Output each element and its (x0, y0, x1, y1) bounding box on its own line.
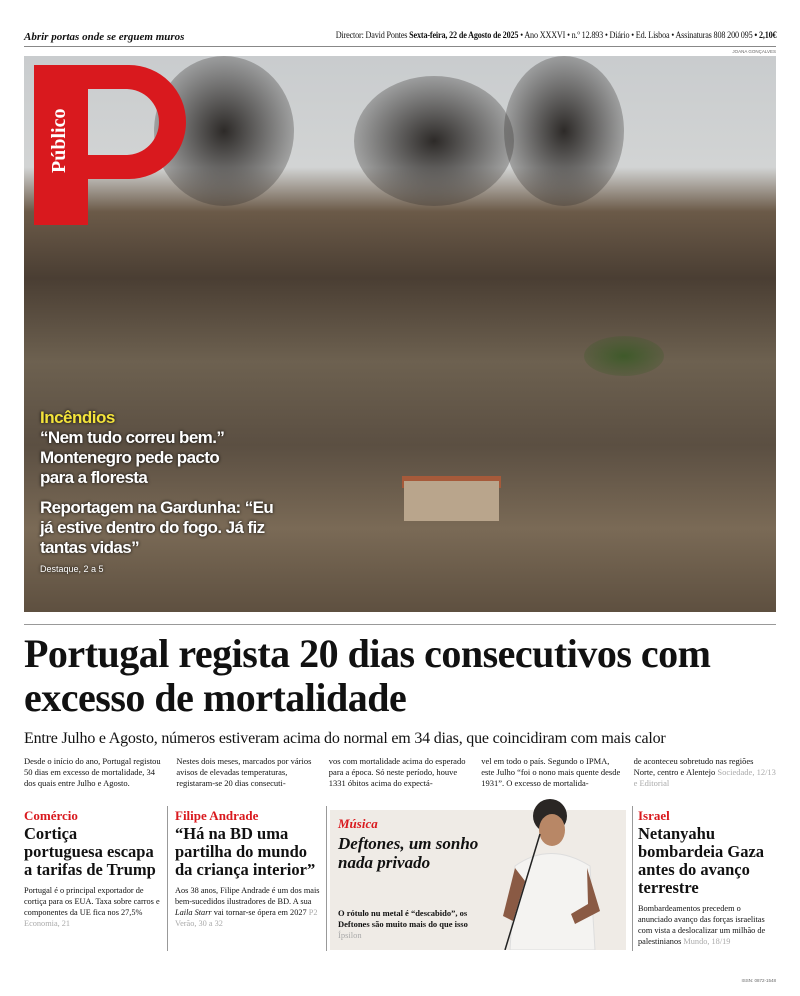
kicker: Incêndios (40, 408, 115, 427)
page-ref[interactable]: Mundo, 18/19 (683, 937, 731, 946)
lead-headline[interactable]: Portugal regista 20 dias consecutivos com excesso de mortalidade (24, 631, 711, 720)
secondary-stories (24, 806, 776, 966)
lead-column (634, 756, 776, 789)
publico-logo[interactable] (34, 65, 189, 225)
page-ref[interactable]: Economia, 21 (24, 919, 71, 928)
smoke-plume (354, 76, 514, 206)
date: Sexta-feira, 22 de Agosto de 2025 (408, 31, 518, 41)
page-ref[interactable]: P2 Verão, 30 a 32 (175, 908, 318, 928)
story-israel[interactable] (638, 806, 776, 966)
tree (584, 336, 664, 376)
story-body (338, 908, 488, 941)
story-text: vai tornar-se ópera em 2027 (211, 908, 307, 917)
overlay-source: Destaque, 2 a 5 (40, 564, 104, 574)
page-ref[interactable]: Ípsilon (338, 930, 362, 940)
stone-house (404, 481, 499, 521)
page-ref[interactable]: Sociedade, 12/13 e Editorial (633, 767, 776, 788)
story-body (175, 885, 321, 929)
smoke-plume (504, 56, 624, 206)
section-label: Filipe Andrade (175, 808, 259, 823)
lead-deck: Entre Julho e Agosto, números estiveram acima do normal em 34 dias, que coincidiram com mais calor (24, 730, 666, 747)
story-headline[interactable]: Netanyahu bombardeia Gaza antes do avanço terrestre (638, 824, 765, 897)
lead-column: vos com mortalidade acima do esperado para a época. Só neste período, houve 1331 óbitos acima do expectá- (328, 756, 466, 788)
overlay-headline[interactable]: “Nem tudo correu bem.” Montenegro pede pacto para a floresta (40, 428, 225, 487)
overlay-headline[interactable]: Reportagem na Gardunha: “Eu já estive dentro do fogo. Já fiz tantas vidas” (40, 498, 274, 557)
divider (326, 806, 327, 951)
divider (24, 46, 776, 47)
logo-wordmark: Público (48, 108, 70, 173)
director: Director: David Pontes (335, 31, 407, 41)
price: • 2,10€ (753, 31, 776, 41)
story-musica[interactable] (330, 810, 626, 950)
tagline: Abrir portas onde se erguem muros (24, 31, 185, 43)
section-label: Música (338, 816, 378, 831)
story-body (24, 885, 160, 929)
issn: ISSN: 0872-1548 (741, 978, 776, 983)
divider (24, 624, 776, 625)
lead-column: Desde o início do ano, Portugal registou 50 dias em excesso de mortalidade, 34 dos quais entre Julho e Agosto. (24, 756, 161, 788)
cover-photo[interactable] (24, 56, 776, 612)
singer-photo (495, 796, 615, 950)
story-text: Bombardeamentos precedem o anunciado avanço das forças israelitas com vista a deslocalizar um milhão de palestinianos (638, 904, 766, 946)
photo-credit: JOANA GONÇALVES (732, 49, 776, 54)
story-text: Portugal é o principal exportador de cortiça para os EUA. Taxa sobre carros e componentes da UE fica nos 27,5% (24, 886, 160, 917)
story-text: O rótulo nu metal é “descabido”, os Deftones são muito mais do que isso (338, 908, 468, 929)
story-headline[interactable]: Cortiça portuguesa escapa a tarifas de Trump (24, 824, 156, 879)
story-comercio[interactable] (24, 806, 160, 966)
story-title-italic: Laila Starr (175, 908, 212, 917)
story-headline[interactable]: Deftones, um sonho nada privado (338, 834, 479, 872)
story-text: Aos 38 anos, Filipe Andrade é um dos mais bem-sucedidos ilustradores de BD. A sua (175, 886, 320, 906)
lead-column: Nestes dois meses, marcados por vários avisos de elevadas temperaturas, registaram-se 20 dias consecuti- (176, 756, 312, 788)
story-filipe-andrade[interactable] (175, 806, 321, 966)
section-label: Israel (638, 808, 670, 823)
story-headline[interactable]: “Há na BD uma partilha do mundo da criança interior” (175, 824, 316, 879)
edition-details: • Ano XXXVI • n.º 12.893 • Diário • Ed. Lisboa • Assinaturas 808 200 095 (519, 31, 753, 41)
section-label: Comércio (24, 808, 78, 823)
masthead-info (335, 31, 776, 41)
lead-column-text: de aconteceu sobretudo nas regiões Norte, centro e Alentejo (633, 756, 754, 777)
photo-overlay[interactable] (40, 408, 280, 574)
lead-column: vel em todo o país. Segundo o IPMA, este Julho “foi o nono mais quente desde 1931”. O excesso de mortalida- (481, 756, 621, 788)
divider (167, 806, 168, 951)
lead-body (24, 756, 776, 789)
story-body (638, 903, 776, 947)
divider (632, 806, 633, 951)
